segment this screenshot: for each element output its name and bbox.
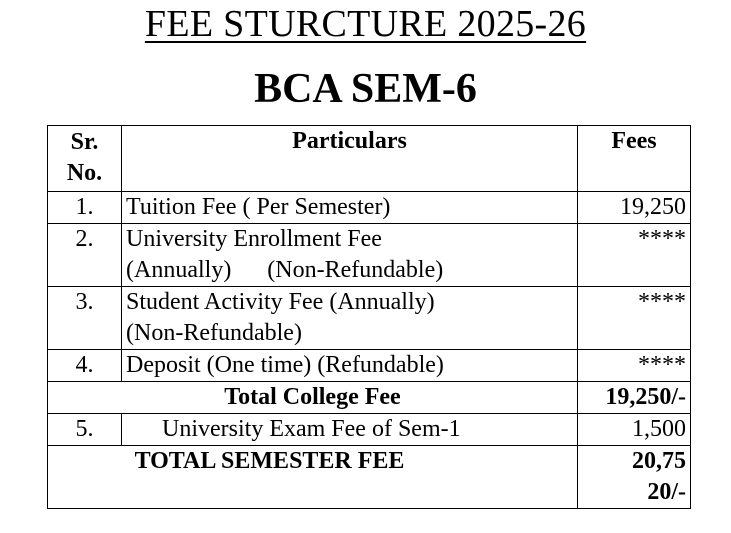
table-row: [48, 350, 691, 382]
header-particulars: Particulars: [122, 126, 578, 192]
row-sr: 2.: [48, 224, 122, 287]
row-particulars-line1: University Enrollment Fee: [126, 226, 382, 252]
row-sr: 4.: [48, 350, 122, 382]
row-particulars-line2: (Annually) (Non-Refundable): [126, 257, 444, 283]
document-subtitle: BCA SEM-6: [254, 66, 477, 112]
row-particulars: [122, 224, 578, 287]
table-row: [48, 224, 691, 287]
header-fees: Fees: [578, 126, 691, 192]
row-particulars: [122, 287, 578, 350]
total-semester-fee-value: [578, 446, 691, 509]
total-semester-fee-row: [48, 446, 691, 509]
row-fees: ****: [578, 224, 691, 287]
header-sr-no: [48, 126, 122, 192]
total-college-fee-label: Total College Fee: [48, 382, 578, 414]
header-sr-line1: Sr.: [70, 129, 99, 155]
row-sr: 1.: [48, 192, 122, 224]
total-semester-fee-label: TOTAL SEMESTER FEE: [48, 446, 578, 509]
row-particulars: Deposit (One time) (Refundable): [122, 350, 578, 382]
table-row: [48, 287, 691, 350]
row-sr: 5.: [48, 414, 122, 446]
header-sr-line2: No.: [66, 160, 103, 186]
document-title: FEE STURCTURE 2025-26: [144, 3, 587, 45]
fee-table: [47, 125, 691, 509]
total-semester-fee-line2: 20/-: [647, 479, 686, 505]
row-particulars-line2: (Non-Refundable): [126, 320, 302, 346]
row-fees: ****: [578, 287, 691, 350]
row-sr: 3.: [48, 287, 122, 350]
row-fees: ****: [578, 350, 691, 382]
row-fees: 19,250: [578, 192, 691, 224]
row-fees: 1,500: [578, 414, 691, 446]
total-semester-fee-line1: 20,75: [632, 448, 686, 474]
row-particulars: University Exam Fee of Sem-1: [122, 414, 578, 446]
total-college-fee-value: 19,250/-: [578, 382, 691, 414]
total-college-fee-row: [48, 382, 691, 414]
row-particulars: Tuition Fee ( Per Semester): [122, 192, 578, 224]
table-header-row: [48, 126, 691, 192]
row-particulars-line1: Student Activity Fee (Annually): [126, 289, 435, 315]
table-row: [48, 414, 691, 446]
table-row: [48, 192, 691, 224]
